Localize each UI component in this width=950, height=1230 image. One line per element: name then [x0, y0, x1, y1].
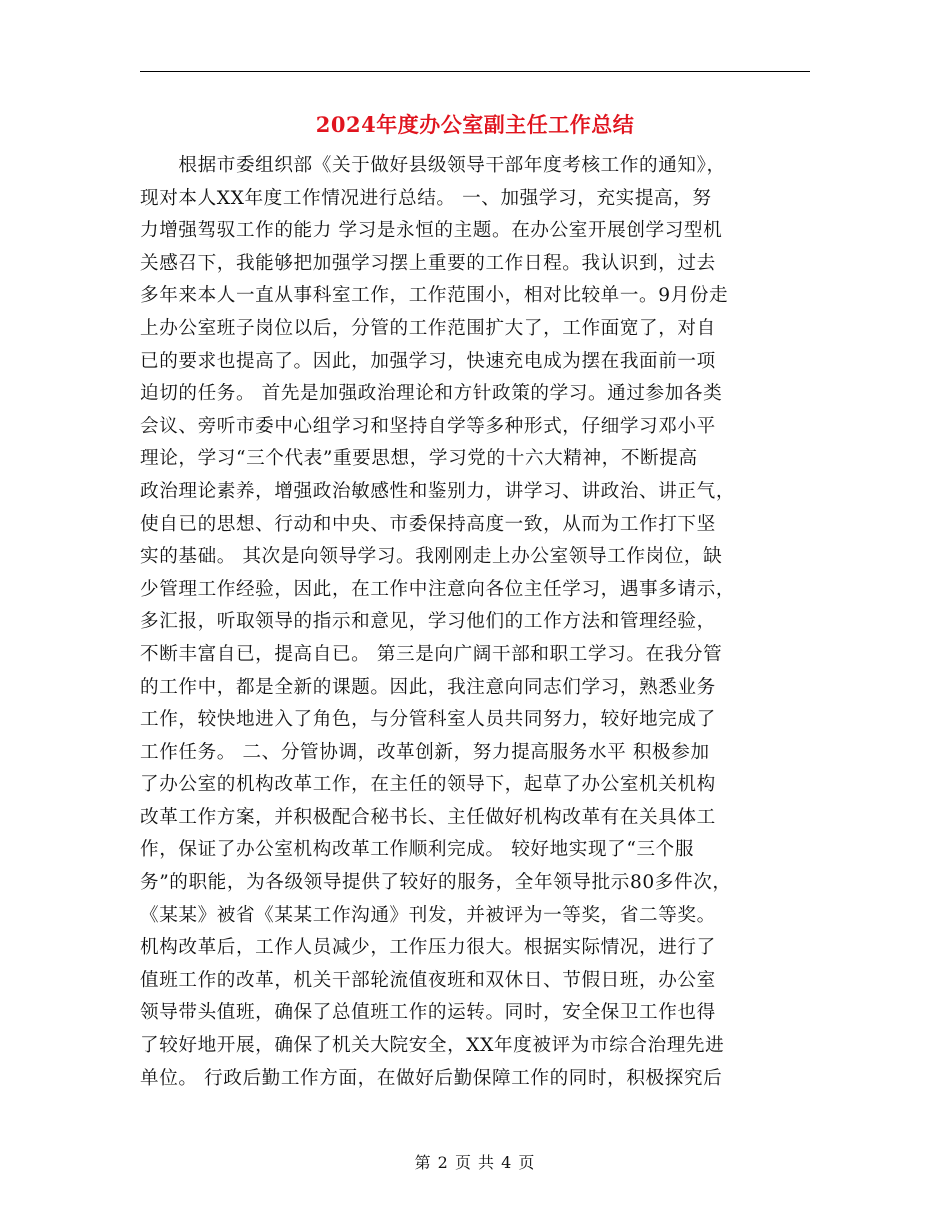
body-line: 作，保证了办公室机构改革工作顺利完成。 较好地实现了“三个服 — [140, 839, 695, 861]
body-line: 理论，学习“三个代表”重要思想，学习党的十六大精神，不断提高 — [140, 448, 698, 470]
body-line: 力增强驾驭工作的能力 学习是永恒的主题。在办公室开展创学习型机 — [140, 220, 723, 242]
page-footer: 第 2 页 共 4 页 — [414, 1153, 536, 1172]
body-line: 了较好地开展，确保了机关大院安全，XX年度被评为市综合治理先进 — [140, 1035, 725, 1057]
body-line: 《某某》被省《某某工作沟通》刊发，并被评为一等奖，省二等奖。 — [140, 904, 716, 926]
body-line: 不断丰富自已，提高自已。 第三是向广阔干部和职工学习。在我分管 — [140, 643, 723, 665]
document-title: 2024年度办公室副主任工作总结 — [315, 112, 635, 137]
body-line: 的工作中，都是全新的课题。因此，我注意向同志们学习，熟悉业务 — [140, 676, 716, 698]
body-line: 领导带头值班，确保了总值班工作的运转。同时，安全保卫工作也得 — [140, 1002, 716, 1024]
body-line: 机构改革后，工作人员减少，工作压力很大。根据实际情况，进行了 — [140, 937, 716, 959]
body-line: 多汇报，听取领导的指示和意见，学习他们的工作方法和管理经验， — [140, 611, 716, 633]
body-line: 迫切的任务。 首先是加强政治理论和方针政策的学习。通过参加各类 — [140, 383, 723, 405]
body-line: 使自已的思想、行动和中央、市委保持高度一致，从而为工作打下坚 — [140, 513, 716, 535]
body-line: 已的要求也提高了。因此，加强学习，快速充电成为摆在我面前一项 — [140, 350, 716, 372]
body-line: 少管理工作经验，因此，在工作中注意向各位主任学习，遇事多请示， — [140, 578, 736, 600]
body-line: 工作任务。 二、分管协调，改革创新，努力提高服务水平 积极参加 — [140, 741, 710, 763]
body-line: 上办公室班子岗位以后，分管的工作范围扩大了，工作面宽了，对自 — [140, 317, 716, 339]
body-line: 多年来本人一直从事科室工作，工作范围小，相对比较单一。9月份走 — [140, 285, 729, 307]
body-line: 改革工作方案，并积极配合秘书长、主任做好机构改革有在关具体工 — [140, 806, 716, 828]
body-line: 值班工作的改革，机关干部轮流值夜班和双休日、节假日班，办公室 — [140, 969, 716, 991]
body-line: 务”的职能，为各级领导提供了较好的服务，全年领导批示80多件次， — [140, 872, 732, 894]
body-line: 政治理论素养，增强政治敏感性和鉴别力，讲学习、讲政治、讲正气， — [140, 480, 736, 502]
header-rule — [140, 71, 810, 72]
body-line: 工作，较快地进入了角色，与分管科室人员共同努力，较好地完成了 — [140, 709, 716, 731]
document-body — [140, 150, 805, 1095]
body-line: 实的基础。 其次是向领导学习。我刚刚走上办公室领导工作岗位，缺 — [140, 546, 723, 568]
body-line: 会议、旁听市委中心组学习和坚持自学等多种形式，仔细学习邓小平 — [140, 415, 716, 437]
body-line: 根据市委组织部《关于做好县级领导干部年度考核工作的通知》， — [140, 155, 726, 176]
body-line: 关感召下，我能够把加强学习摆上重要的工作日程。我认识到，过去 — [140, 252, 716, 274]
body-line: 单位。 行政后勤工作方面，在做好后勤保障工作的同时，积极探究后 — [140, 1067, 723, 1089]
body-line: 现对本人XX年度工作情况进行总结。 一、加强学习，充实提高，努 — [140, 187, 712, 209]
body-line: 了办公室的机构改革工作，在主任的领导下，起草了办公室机关机构 — [140, 774, 716, 796]
